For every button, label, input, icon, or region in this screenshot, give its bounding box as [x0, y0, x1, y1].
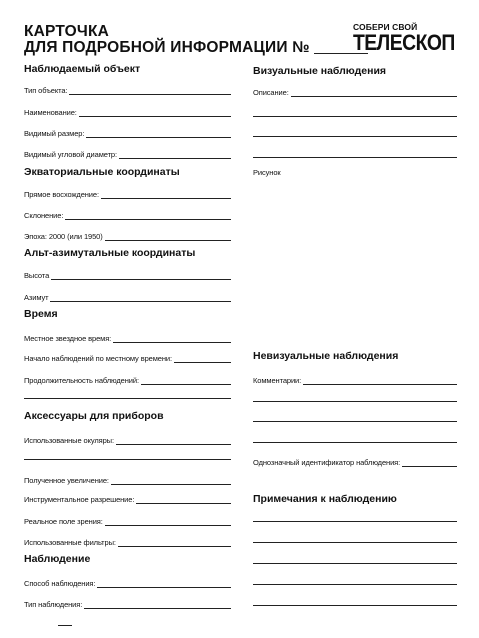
field-angular-diameter[interactable]: [24, 147, 231, 159]
field-altitude[interactable]: [24, 268, 231, 280]
input-line-description[interactable]: [291, 88, 457, 97]
field-observation-type[interactable]: [24, 597, 231, 609]
label-angular-diameter: Видимый угловой диаметр:: [24, 150, 117, 159]
label-duration: Продолжительность наблюдений:: [24, 376, 139, 385]
comments-line-3[interactable]: [253, 421, 457, 422]
notes-line-1[interactable]: [253, 521, 457, 522]
field-unique-id[interactable]: [253, 455, 457, 467]
label-object-name: Наименование:: [24, 108, 77, 117]
input-line-object-type[interactable]: [69, 86, 231, 95]
label-altitude: Высота: [24, 271, 50, 280]
label-epoch: Эпоха: 2000 (или 1950): [24, 232, 103, 241]
field-magnification[interactable]: [24, 473, 231, 485]
label-drawing: Рисунок: [253, 168, 281, 177]
heading-time: Время: [24, 308, 58, 320]
logo-big-text: ТЕЛЕСКОП: [353, 30, 455, 55]
heading-altaz: Альт-азимутальные координаты: [24, 247, 196, 259]
field-eyepieces[interactable]: [24, 433, 231, 445]
field-duration[interactable]: [24, 373, 231, 385]
input-line-filters[interactable]: [118, 538, 231, 547]
field-start-time[interactable]: [24, 351, 231, 363]
description-line-2[interactable]: [253, 116, 457, 117]
label-comments: Комментарии:: [253, 376, 302, 385]
input-line-eyepieces[interactable]: [116, 436, 231, 445]
field-epoch[interactable]: [24, 229, 231, 241]
title-line-2-text: ДЛЯ ПОДРОБНОЙ ИНФОРМАЦИИ №: [24, 39, 310, 56]
label-description: Описание:: [253, 88, 289, 97]
comments-line-2[interactable]: [253, 401, 457, 402]
input-line-comments[interactable]: [303, 376, 457, 385]
description-line-4[interactable]: [253, 157, 457, 158]
label-apparent-size: Видимый размер:: [24, 129, 85, 138]
label-observation-method: Способ наблюдения:: [24, 579, 96, 588]
notes-line-3[interactable]: [253, 563, 457, 564]
notes-line-4[interactable]: [253, 584, 457, 585]
input-line-resolution[interactable]: [136, 495, 231, 504]
field-apparent-size[interactable]: [24, 126, 231, 138]
heading-visual: Визуальные наблюдения: [253, 65, 387, 77]
title-line-1: КАРТОЧКА: [24, 23, 110, 40]
input-line-azimuth[interactable]: [50, 293, 231, 302]
heading-equatorial: Экваториальные координаты: [24, 166, 180, 178]
field-object-name[interactable]: [24, 105, 231, 117]
input-line-magnification[interactable]: [111, 476, 231, 485]
field-comments[interactable]: [253, 373, 457, 385]
label-magnification: Полученное увеличение:: [24, 476, 109, 485]
label-filters: Использованные фильтры:: [24, 538, 116, 547]
field-filters[interactable]: [24, 535, 231, 547]
field-azimuth[interactable]: [24, 290, 231, 302]
input-line-unique-id[interactable]: [402, 458, 457, 467]
bottom-mark: [58, 625, 72, 626]
input-line-field-of-view[interactable]: [105, 517, 231, 526]
comments-line-4[interactable]: [253, 442, 457, 443]
input-line-start-time[interactable]: [174, 354, 231, 363]
input-line-duration[interactable]: [141, 376, 231, 385]
heading-accessories: Аксессуары для приборов: [24, 410, 164, 422]
field-observation-method[interactable]: [24, 576, 231, 588]
label-resolution: Инструментальное разрешение:: [24, 495, 135, 504]
field-right-ascension[interactable]: [24, 187, 231, 199]
input-line-observation-type[interactable]: [84, 600, 231, 609]
input-line-declination[interactable]: [65, 211, 231, 220]
input-line-duration-extra[interactable]: [24, 398, 231, 399]
heading-nonvisual: Невизуальные наблюдения: [253, 350, 399, 362]
label-declination: Склонение:: [24, 211, 64, 220]
label-unique-id: Однозначный идентификатор наблюдения:: [253, 458, 401, 467]
logo-small-text: СОБЕРИ СВОЙ: [353, 22, 418, 32]
notes-line-5[interactable]: [253, 605, 457, 606]
label-field-of-view: Реальное поле зрения:: [24, 517, 103, 526]
magazine-logo: [353, 23, 463, 54]
input-line-right-ascension[interactable]: [101, 190, 231, 199]
field-resolution[interactable]: [24, 492, 231, 504]
input-line-observation-method[interactable]: [97, 579, 231, 588]
input-line-angular-diameter[interactable]: [119, 150, 231, 159]
input-line-object-name[interactable]: [79, 108, 231, 117]
input-line-eyepieces-extra[interactable]: [24, 459, 231, 460]
field-declination[interactable]: [24, 208, 231, 220]
notes-line-2[interactable]: [253, 542, 457, 543]
input-line-altitude[interactable]: [51, 271, 231, 280]
input-line-apparent-size[interactable]: [86, 129, 231, 138]
label-right-ascension: Прямое восхождение:: [24, 190, 99, 199]
field-description[interactable]: [253, 85, 457, 97]
field-field-of-view[interactable]: [24, 514, 231, 526]
label-object-type: Тип объекта:: [24, 86, 68, 95]
title-line-2: [24, 40, 368, 56]
field-object-type[interactable]: [24, 83, 231, 95]
label-observation-type: Тип наблюдения:: [24, 600, 83, 609]
description-line-3[interactable]: [253, 136, 457, 137]
input-line-epoch[interactable]: [105, 232, 231, 241]
label-start-time: Начало наблюдений по местному времени:: [24, 354, 172, 363]
field-sidereal-time[interactable]: [24, 331, 231, 343]
label-eyepieces: Использованные окуляры:: [24, 436, 114, 445]
heading-notes: Примечания к наблюдению: [253, 493, 397, 505]
heading-observed-object: Наблюдаемый объект: [24, 63, 141, 75]
input-line-sidereal-time[interactable]: [113, 334, 231, 343]
card-title: [24, 24, 368, 56]
label-azimuth: Азимут: [24, 293, 49, 302]
heading-observation: Наблюдение: [24, 553, 91, 565]
label-sidereal-time: Местное звездное время:: [24, 334, 112, 343]
